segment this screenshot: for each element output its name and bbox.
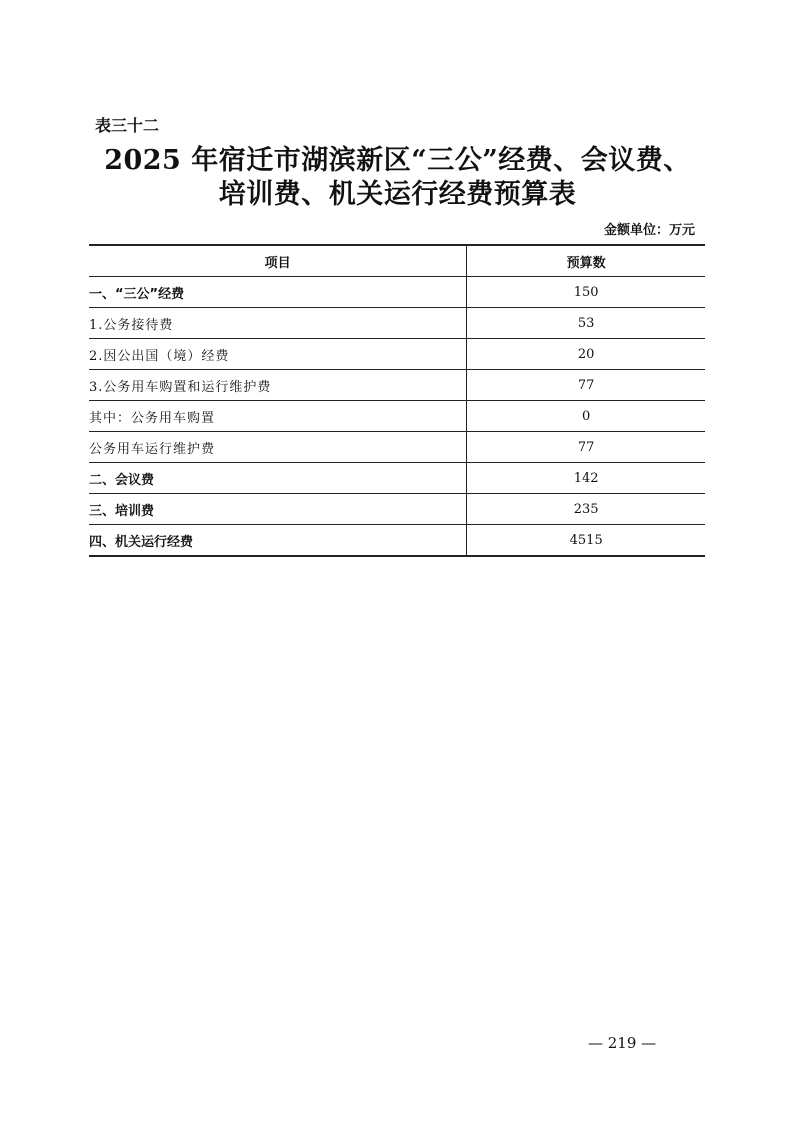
- table-row: [89, 401, 705, 432]
- row-item-label: 1.公务接待费: [89, 308, 467, 339]
- column-header-item: 项目: [89, 245, 467, 277]
- row-item-label: 2.因公出国（境）经费: [89, 339, 467, 370]
- row-amount: 20: [467, 339, 705, 370]
- table-row: [89, 463, 705, 494]
- row-item-label: 三、培训费: [89, 494, 467, 525]
- document-title-line-1: 2025 年宿迁市湖滨新区“三公”经费、会议费、: [104, 145, 691, 176]
- row-amount: 0: [467, 401, 705, 432]
- budget-table: [89, 244, 705, 557]
- page-number: — 219 —: [588, 1034, 657, 1052]
- row-item-label: 其中：公务用车购置: [89, 401, 467, 432]
- table-row: [89, 308, 705, 339]
- table-header-row: [89, 245, 705, 277]
- row-item-label: 3.公务用车购置和运行维护费: [89, 370, 467, 401]
- row-item-label: 四、机关运行经费: [89, 525, 467, 557]
- table-row: [89, 277, 705, 308]
- row-amount: 4515: [467, 525, 705, 557]
- table-label: 表三十二: [95, 116, 160, 135]
- document-title-line-2: 培训费、机关运行经费预算表: [218, 179, 577, 210]
- row-amount: 77: [467, 432, 705, 463]
- column-header-amount: 预算数: [467, 245, 705, 277]
- table-row: [89, 494, 705, 525]
- row-amount: 77: [467, 370, 705, 401]
- row-amount: 150: [467, 277, 705, 308]
- row-item-label: 公务用车运行维护费: [89, 432, 467, 463]
- table-row: [89, 339, 705, 370]
- row-amount: 53: [467, 308, 705, 339]
- row-item-label: 一、“三公”经费: [89, 277, 467, 308]
- table-row: [89, 432, 705, 463]
- row-item-label: 二、会议费: [89, 463, 467, 494]
- table-row: [89, 525, 705, 557]
- row-amount: 142: [467, 463, 705, 494]
- table-row: [89, 370, 705, 401]
- amount-unit-note: 金额单位：万元: [603, 223, 695, 238]
- row-amount: 235: [467, 494, 705, 525]
